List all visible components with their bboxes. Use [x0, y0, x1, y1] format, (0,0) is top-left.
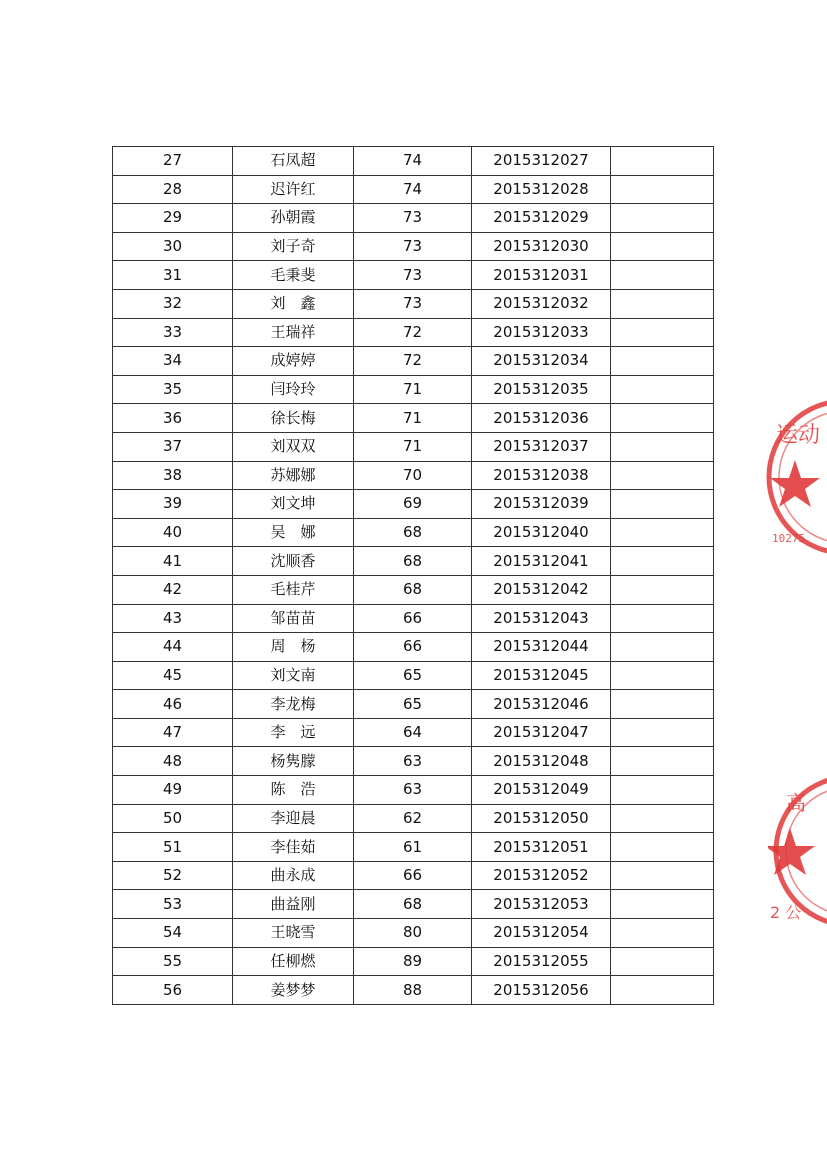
student-id-cell: 2015312034 [472, 347, 611, 376]
name-cell: 李迎晨 [233, 804, 354, 833]
note-cell [611, 718, 714, 747]
name-cell: 徐长梅 [233, 404, 354, 433]
score-table [112, 146, 714, 1005]
name-cell: 刘子奇 [233, 232, 354, 261]
student-id-cell: 2015312052 [472, 861, 611, 890]
note-cell [611, 490, 714, 519]
note-cell [611, 804, 714, 833]
row-number-cell: 28 [113, 175, 233, 204]
note-cell [611, 404, 714, 433]
row-number-cell: 34 [113, 347, 233, 376]
name-cell: 李 远 [233, 718, 354, 747]
note-cell [611, 604, 714, 633]
table-row [113, 718, 714, 747]
note-cell [611, 318, 714, 347]
score-cell: 62 [354, 804, 472, 833]
score-cell: 65 [354, 690, 472, 719]
note-cell [611, 204, 714, 233]
name-cell: 刘双双 [233, 432, 354, 461]
score-cell: 71 [354, 375, 472, 404]
row-number-cell: 33 [113, 318, 233, 347]
student-id-cell: 2015312051 [472, 833, 611, 862]
note-cell [611, 261, 714, 290]
name-cell: 毛秉斐 [233, 261, 354, 290]
table-row [113, 633, 714, 662]
note-cell [611, 890, 714, 919]
student-id-cell: 2015312048 [472, 747, 611, 776]
table-row [113, 347, 714, 376]
note-cell [611, 861, 714, 890]
name-cell: 王晓雪 [233, 919, 354, 948]
score-cell: 70 [354, 461, 472, 490]
row-number-cell: 50 [113, 804, 233, 833]
row-number-cell: 45 [113, 661, 233, 690]
name-cell: 杨隽朦 [233, 747, 354, 776]
student-id-cell: 2015312047 [472, 718, 611, 747]
name-cell: 邹苗苗 [233, 604, 354, 633]
official-seal-top [760, 392, 827, 562]
score-cell: 66 [354, 604, 472, 633]
seal-top-text-b: 10275 [772, 532, 806, 545]
student-id-cell: 2015312044 [472, 633, 611, 662]
table-row [113, 919, 714, 948]
table-row [113, 490, 714, 519]
student-id-cell: 2015312035 [472, 375, 611, 404]
row-number-cell: 49 [113, 776, 233, 805]
note-cell [611, 375, 714, 404]
note-cell [611, 518, 714, 547]
table-row [113, 147, 714, 176]
name-cell: 刘文坤 [233, 490, 354, 519]
student-id-cell: 2015312054 [472, 919, 611, 948]
score-cell: 74 [354, 147, 472, 176]
name-cell: 陈 浩 [233, 776, 354, 805]
row-number-cell: 27 [113, 147, 233, 176]
score-cell: 63 [354, 776, 472, 805]
table-row [113, 661, 714, 690]
row-number-cell: 51 [113, 833, 233, 862]
score-cell: 72 [354, 318, 472, 347]
student-id-cell: 2015312038 [472, 461, 611, 490]
table-row [113, 289, 714, 318]
name-cell: 石凤超 [233, 147, 354, 176]
table-row [113, 547, 714, 576]
student-id-cell: 2015312049 [472, 776, 611, 805]
score-cell: 69 [354, 490, 472, 519]
name-cell: 成婷婷 [233, 347, 354, 376]
score-cell: 64 [354, 718, 472, 747]
score-cell: 80 [354, 919, 472, 948]
note-cell [611, 919, 714, 948]
row-number-cell: 39 [113, 490, 233, 519]
row-number-cell: 44 [113, 633, 233, 662]
note-cell [611, 690, 714, 719]
student-id-cell: 2015312043 [472, 604, 611, 633]
name-cell: 沈顺香 [233, 547, 354, 576]
score-cell: 73 [354, 204, 472, 233]
seal-bottom-text-b: 2 公 [770, 903, 802, 922]
table-row [113, 575, 714, 604]
score-cell: 61 [354, 833, 472, 862]
student-id-cell: 2015312040 [472, 518, 611, 547]
name-cell: 闫玲玲 [233, 375, 354, 404]
seal-star-icon [770, 460, 820, 507]
row-number-cell: 31 [113, 261, 233, 290]
table-row [113, 890, 714, 919]
score-cell: 65 [354, 661, 472, 690]
table-row [113, 976, 714, 1005]
row-number-cell: 52 [113, 861, 233, 890]
name-cell: 曲永成 [233, 861, 354, 890]
row-number-cell: 35 [113, 375, 233, 404]
table-row [113, 375, 714, 404]
score-cell: 66 [354, 633, 472, 662]
row-number-cell: 30 [113, 232, 233, 261]
note-cell [611, 661, 714, 690]
table-row [113, 833, 714, 862]
score-cell: 71 [354, 404, 472, 433]
score-cell: 63 [354, 747, 472, 776]
note-cell [611, 833, 714, 862]
student-id-cell: 2015312053 [472, 890, 611, 919]
score-table-container [112, 146, 710, 1005]
score-cell: 68 [354, 547, 472, 576]
score-cell: 88 [354, 976, 472, 1005]
score-cell: 68 [354, 575, 472, 604]
note-cell [611, 175, 714, 204]
table-row [113, 432, 714, 461]
student-id-cell: 2015312041 [472, 547, 611, 576]
student-id-cell: 2015312029 [472, 204, 611, 233]
table-row [113, 461, 714, 490]
table-row [113, 776, 714, 805]
note-cell [611, 289, 714, 318]
name-cell: 李龙梅 [233, 690, 354, 719]
score-cell: 72 [354, 347, 472, 376]
score-table-body [113, 147, 714, 1005]
name-cell: 姜梦梦 [233, 976, 354, 1005]
note-cell [611, 947, 714, 976]
student-id-cell: 2015312030 [472, 232, 611, 261]
name-cell: 毛桂芹 [233, 575, 354, 604]
table-row [113, 747, 714, 776]
row-number-cell: 40 [113, 518, 233, 547]
score-cell: 74 [354, 175, 472, 204]
name-cell: 李佳茹 [233, 833, 354, 862]
row-number-cell: 41 [113, 547, 233, 576]
note-cell [611, 575, 714, 604]
note-cell [611, 976, 714, 1005]
name-cell: 吴 娜 [233, 518, 354, 547]
seal-bottom-text-a: 高 [786, 791, 806, 815]
row-number-cell: 53 [113, 890, 233, 919]
score-cell: 73 [354, 232, 472, 261]
student-id-cell: 2015312045 [472, 661, 611, 690]
table-row [113, 175, 714, 204]
seal-top-text-a: 运动 [776, 423, 821, 448]
student-id-cell: 2015312037 [472, 432, 611, 461]
row-number-cell: 48 [113, 747, 233, 776]
row-number-cell: 38 [113, 461, 233, 490]
name-cell: 迟许红 [233, 175, 354, 204]
student-id-cell: 2015312027 [472, 147, 611, 176]
name-cell: 王瑞祥 [233, 318, 354, 347]
row-number-cell: 42 [113, 575, 233, 604]
row-number-cell: 56 [113, 976, 233, 1005]
name-cell: 刘文南 [233, 661, 354, 690]
note-cell [611, 461, 714, 490]
seal-star-icon [768, 828, 815, 875]
score-cell: 73 [354, 261, 472, 290]
table-row [113, 690, 714, 719]
score-cell: 66 [354, 861, 472, 890]
note-cell [611, 347, 714, 376]
student-id-cell: 2015312046 [472, 690, 611, 719]
score-cell: 68 [354, 890, 472, 919]
student-id-cell: 2015312036 [472, 404, 611, 433]
official-seal-bottom [768, 768, 827, 934]
table-row [113, 861, 714, 890]
score-cell: 73 [354, 289, 472, 318]
row-number-cell: 46 [113, 690, 233, 719]
table-row [113, 404, 714, 433]
name-cell: 周 杨 [233, 633, 354, 662]
note-cell [611, 633, 714, 662]
note-cell [611, 147, 714, 176]
row-number-cell: 54 [113, 919, 233, 948]
row-number-cell: 47 [113, 718, 233, 747]
student-id-cell: 2015312031 [472, 261, 611, 290]
note-cell [611, 232, 714, 261]
student-id-cell: 2015312028 [472, 175, 611, 204]
note-cell [611, 747, 714, 776]
student-id-cell: 2015312055 [472, 947, 611, 976]
name-cell: 曲益刚 [233, 890, 354, 919]
table-row [113, 604, 714, 633]
student-id-cell: 2015312033 [472, 318, 611, 347]
name-cell: 苏娜娜 [233, 461, 354, 490]
note-cell [611, 776, 714, 805]
note-cell [611, 432, 714, 461]
row-number-cell: 29 [113, 204, 233, 233]
score-cell: 71 [354, 432, 472, 461]
note-cell [611, 547, 714, 576]
name-cell: 任柳燃 [233, 947, 354, 976]
student-id-cell: 2015312032 [472, 289, 611, 318]
table-row [113, 232, 714, 261]
row-number-cell: 32 [113, 289, 233, 318]
table-row [113, 318, 714, 347]
row-number-cell: 37 [113, 432, 233, 461]
student-id-cell: 2015312039 [472, 490, 611, 519]
table-row [113, 804, 714, 833]
table-row [113, 518, 714, 547]
student-id-cell: 2015312042 [472, 575, 611, 604]
table-row [113, 947, 714, 976]
student-id-cell: 2015312050 [472, 804, 611, 833]
score-cell: 89 [354, 947, 472, 976]
table-row [113, 261, 714, 290]
row-number-cell: 36 [113, 404, 233, 433]
student-id-cell: 2015312056 [472, 976, 611, 1005]
row-number-cell: 55 [113, 947, 233, 976]
score-cell: 68 [354, 518, 472, 547]
table-row [113, 204, 714, 233]
name-cell: 刘 鑫 [233, 289, 354, 318]
row-number-cell: 43 [113, 604, 233, 633]
name-cell: 孙朝霞 [233, 204, 354, 233]
